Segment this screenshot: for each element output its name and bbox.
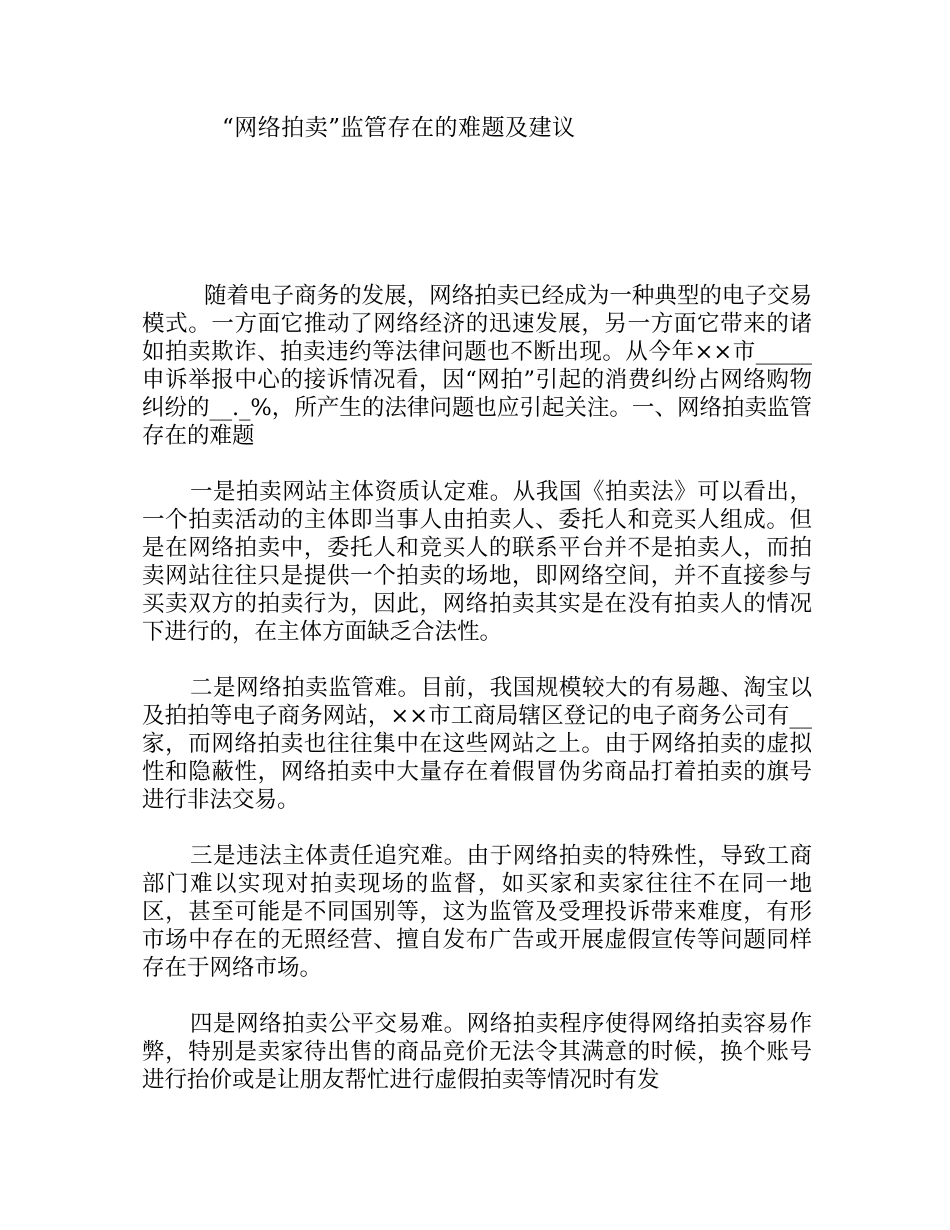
paragraph-difficulty-1: 一是拍卖网站主体资质认定难。从我国《拍卖法》可以看出，一个拍卖活动的主体即当事人由拍卖人、委托人和竞买人组成。但是在网络拍卖中，委托人和竞买人的联系平台并不是拍卖人，而拍卖网站往往只是提供一个拍卖的场地，即网络空间，并不直接参与买卖双方的拍卖行为，因此，网络拍卖其实是在没有拍卖人的情况下进行的，在主体方面缺乏合法性。 — [142, 479, 812, 645]
document-body — [142, 282, 812, 1122]
paragraph-difficulty-2: 二是网络拍卖监管难。目前，我国规模较大的有易趣、淘宝以及拍拍等电子商务网站，××市工商局辖区登记的电子商务公司有__家，而网络拍卖也往往集中在这些网站之上。由于网络拍卖的虚拟性和隐蔽性，网络拍卖中大量存在着假冒伪劣商品打着拍卖的旗号进行非法交易。 — [142, 675, 812, 813]
paragraph-difficulty-4: 四是网络拍卖公平交易难。网络拍卖程序使得网络拍卖容易作弊，特别是卖家待出售的商品竞价无法令其满意的时候，换个账号进行抬价或是让朋友帮忙进行虚假拍卖等情况时有发 — [142, 1011, 812, 1093]
paragraph-difficulty-3: 三是违法主体责任追究难。由于网络拍卖的特殊性，导致工商部门难以实现对拍卖现场的监督，如买家和卖家往往不在同一地区，甚至可能是不同国别等，这为监管及受理投诉带来难度，有形市场中存在的无照经营、擅自发布广告或开展虚假宣传等问题同样存在于网络市场。 — [142, 843, 812, 981]
document-title: “网络拍卖”监管存在的难题及建议 — [222, 115, 576, 141]
paragraph-intro: 随着电子商务的发展，网络拍卖已经成为一种典型的电子交易模式。一方面它推动了网络经济的迅速发展，另一方面它带来的诸如拍卖欺诈、拍卖违约等法律问题也不断出现。从今年××市_____申诉举报中心的接诉情况看，因“网拍”引起的消费纠纷占网络购物纠纷的__._%，所产生的法律问题也应引起关注。一、网络拍卖监管存在的难题 — [142, 283, 812, 449]
